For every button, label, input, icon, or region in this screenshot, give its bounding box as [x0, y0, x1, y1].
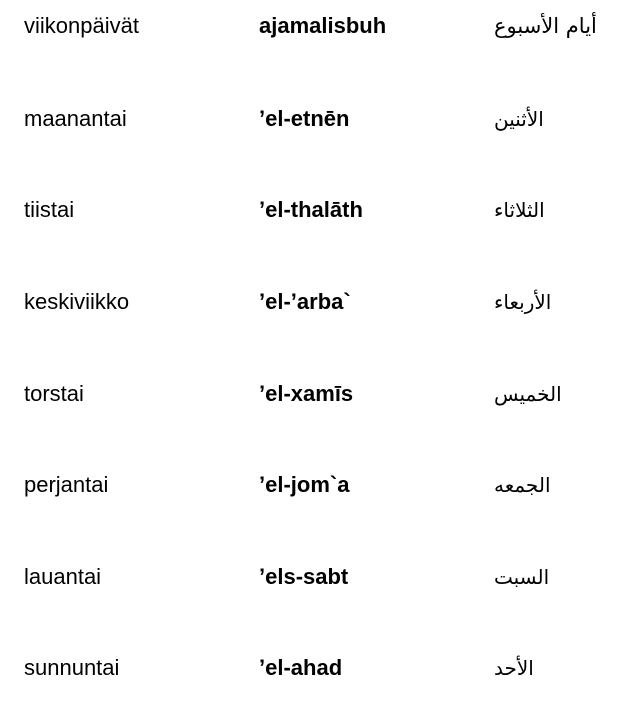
finnish-word: sunnuntai — [24, 655, 120, 680]
transliteration: ’el-jom`a — [259, 472, 350, 497]
transliteration: ’els-sabt — [259, 564, 349, 589]
table-row-sunday — [0, 648, 636, 688]
arabic-word: السبت — [494, 565, 550, 589]
arabic-word: الأثنين — [494, 107, 544, 131]
transliteration: ’el-ahad — [259, 655, 343, 680]
transliteration: ’el-xamīs — [259, 381, 354, 406]
arabic-word: الأربعاء — [494, 290, 552, 314]
finnish-word: lauantai — [24, 564, 102, 589]
transliteration: ’el-’arba` — [259, 289, 351, 314]
arabic-word: الخميس — [494, 382, 562, 406]
arabic-word: الجمعه — [494, 473, 551, 497]
finnish-word: maanantai — [24, 106, 127, 131]
arabic-word: الثلاثاء — [494, 198, 545, 222]
finnish-word: viikonpäivät — [24, 13, 139, 38]
transliteration: ajamalisbuh — [259, 13, 387, 38]
finnish-word: torstai — [24, 381, 84, 406]
table-row-wednesday — [0, 282, 636, 322]
table-row-tuesday — [0, 190, 636, 230]
finnish-word: perjantai — [24, 472, 109, 497]
transliteration: ’el-etnēn — [259, 106, 350, 131]
table-row-friday — [0, 465, 636, 505]
table-row-header — [0, 6, 636, 46]
table-row-thursday — [0, 374, 636, 414]
transliteration: ’el-thalāth — [259, 197, 363, 222]
table-row-monday — [0, 99, 636, 139]
arabic-word: الأحد — [494, 656, 534, 680]
finnish-word: keskiviikko — [24, 289, 130, 314]
finnish-word: tiistai — [24, 197, 75, 222]
table-row-saturday — [0, 557, 636, 597]
arabic-word: أيام الأسبوع — [494, 14, 597, 38]
